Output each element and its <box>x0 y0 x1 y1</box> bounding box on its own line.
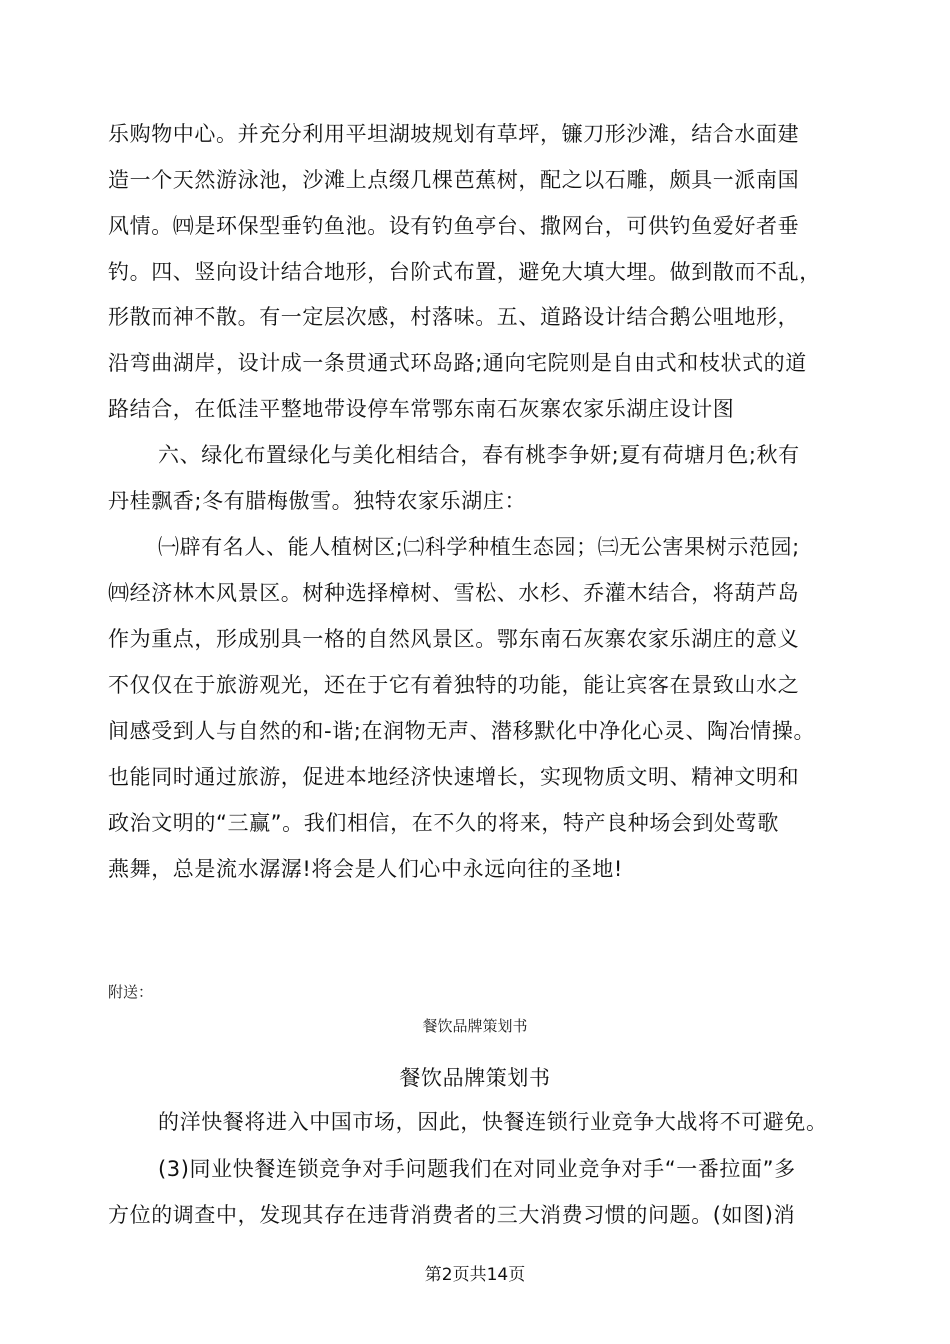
paragraph-line: 风情。㈣是环保型垂钓鱼池。设有钓鱼亭台、撒网台，可供钓鱼爱好者垂 <box>108 214 800 238</box>
appendix-subtitle: 餐饮品牌策划书 <box>422 1017 528 1035</box>
paragraph-line: 燕舞，总是流水潺潺!将会是人们心中永远向往的圣地! <box>108 857 623 881</box>
paragraph-line: 路结合，在低洼平整地带设停车常鄂东南石灰寨农家乐湖庄设计图 <box>108 397 735 421</box>
paragraph-line: 间感受到人与自然的和-谐;在润物无声、潜移默化中净化心灵、陶冶情操。 <box>108 719 816 743</box>
paragraph-line: 钓。四、竖向设计结合地形，台阶式布置，避免大填大埋。做到散而不乱， <box>108 260 821 284</box>
paragraph-line: 造一个天然游泳池，沙滩上点缀几棵芭蕉树，配之以石雕，颇具一派南国 <box>108 168 800 192</box>
page-number: 第2页共14页 <box>424 1265 526 1285</box>
paragraph-line: (3)同业快餐连锁竞争对手问题我们在对同业竞争对手“一番拉面”多 <box>158 1157 796 1181</box>
paragraph-line: 六、绿化布置绿化与美化相结合，春有桃李争妍;夏有荷塘月色;秋有 <box>158 443 800 467</box>
paragraph-line: 不仅仅在于旅游观光，还在于它有着独特的功能，能让宾客在景致山水之 <box>108 673 800 697</box>
document-title: 餐饮品牌策划书 <box>399 1066 551 1090</box>
paragraph-line: 也能同时通过旅游，促进本地经济快速增长，实现物质文明、精神文明和 <box>108 765 800 789</box>
paragraph-line: 作为重点，形成别具一格的自然风景区。鄂东南石灰寨农家乐湖庄的意义 <box>108 627 800 651</box>
paragraph-line: 政治文明的“三赢”。我们相信，在不久的将来，特产良种场会到处莺歌 <box>108 811 779 835</box>
paragraph-line: 丹桂飘香;冬有腊梅傲雪。独特农家乐湖庄： <box>108 489 527 513</box>
paragraph-line: 乐购物中心。并充分利用平坦湖坡规划有草坪，镰刀形沙滩，结合水面建 <box>108 122 800 146</box>
paragraph-line: 形散而神不散。有一定层次感，村落味。五、道路设计结合鹅公咀地形， <box>108 305 800 329</box>
paragraph-line: 沿弯曲湖岸，设计成一条贯通式环岛路;通向宅院则是自由式和枝状式的道 <box>108 351 807 375</box>
appendix-label: 附送： <box>108 983 154 1001</box>
paragraph-line: 方位的调查中，发现其存在违背消费者的三大消费习惯的问题。(如图)消 <box>108 1203 796 1227</box>
paragraph-line: ㈠辟有名人、能人植树区;㈡科学种植生态园；㈢无公害果树示范园; <box>158 535 800 559</box>
paragraph-line: 的洋快餐将进入中国市场，因此，快餐连锁行业竞争大战将不可避免。 <box>158 1110 828 1134</box>
paragraph-line: ㈣经济林木风景区。树种选择樟树、雪松、水杉、乔灌木结合，将葫芦岛 <box>108 581 800 605</box>
